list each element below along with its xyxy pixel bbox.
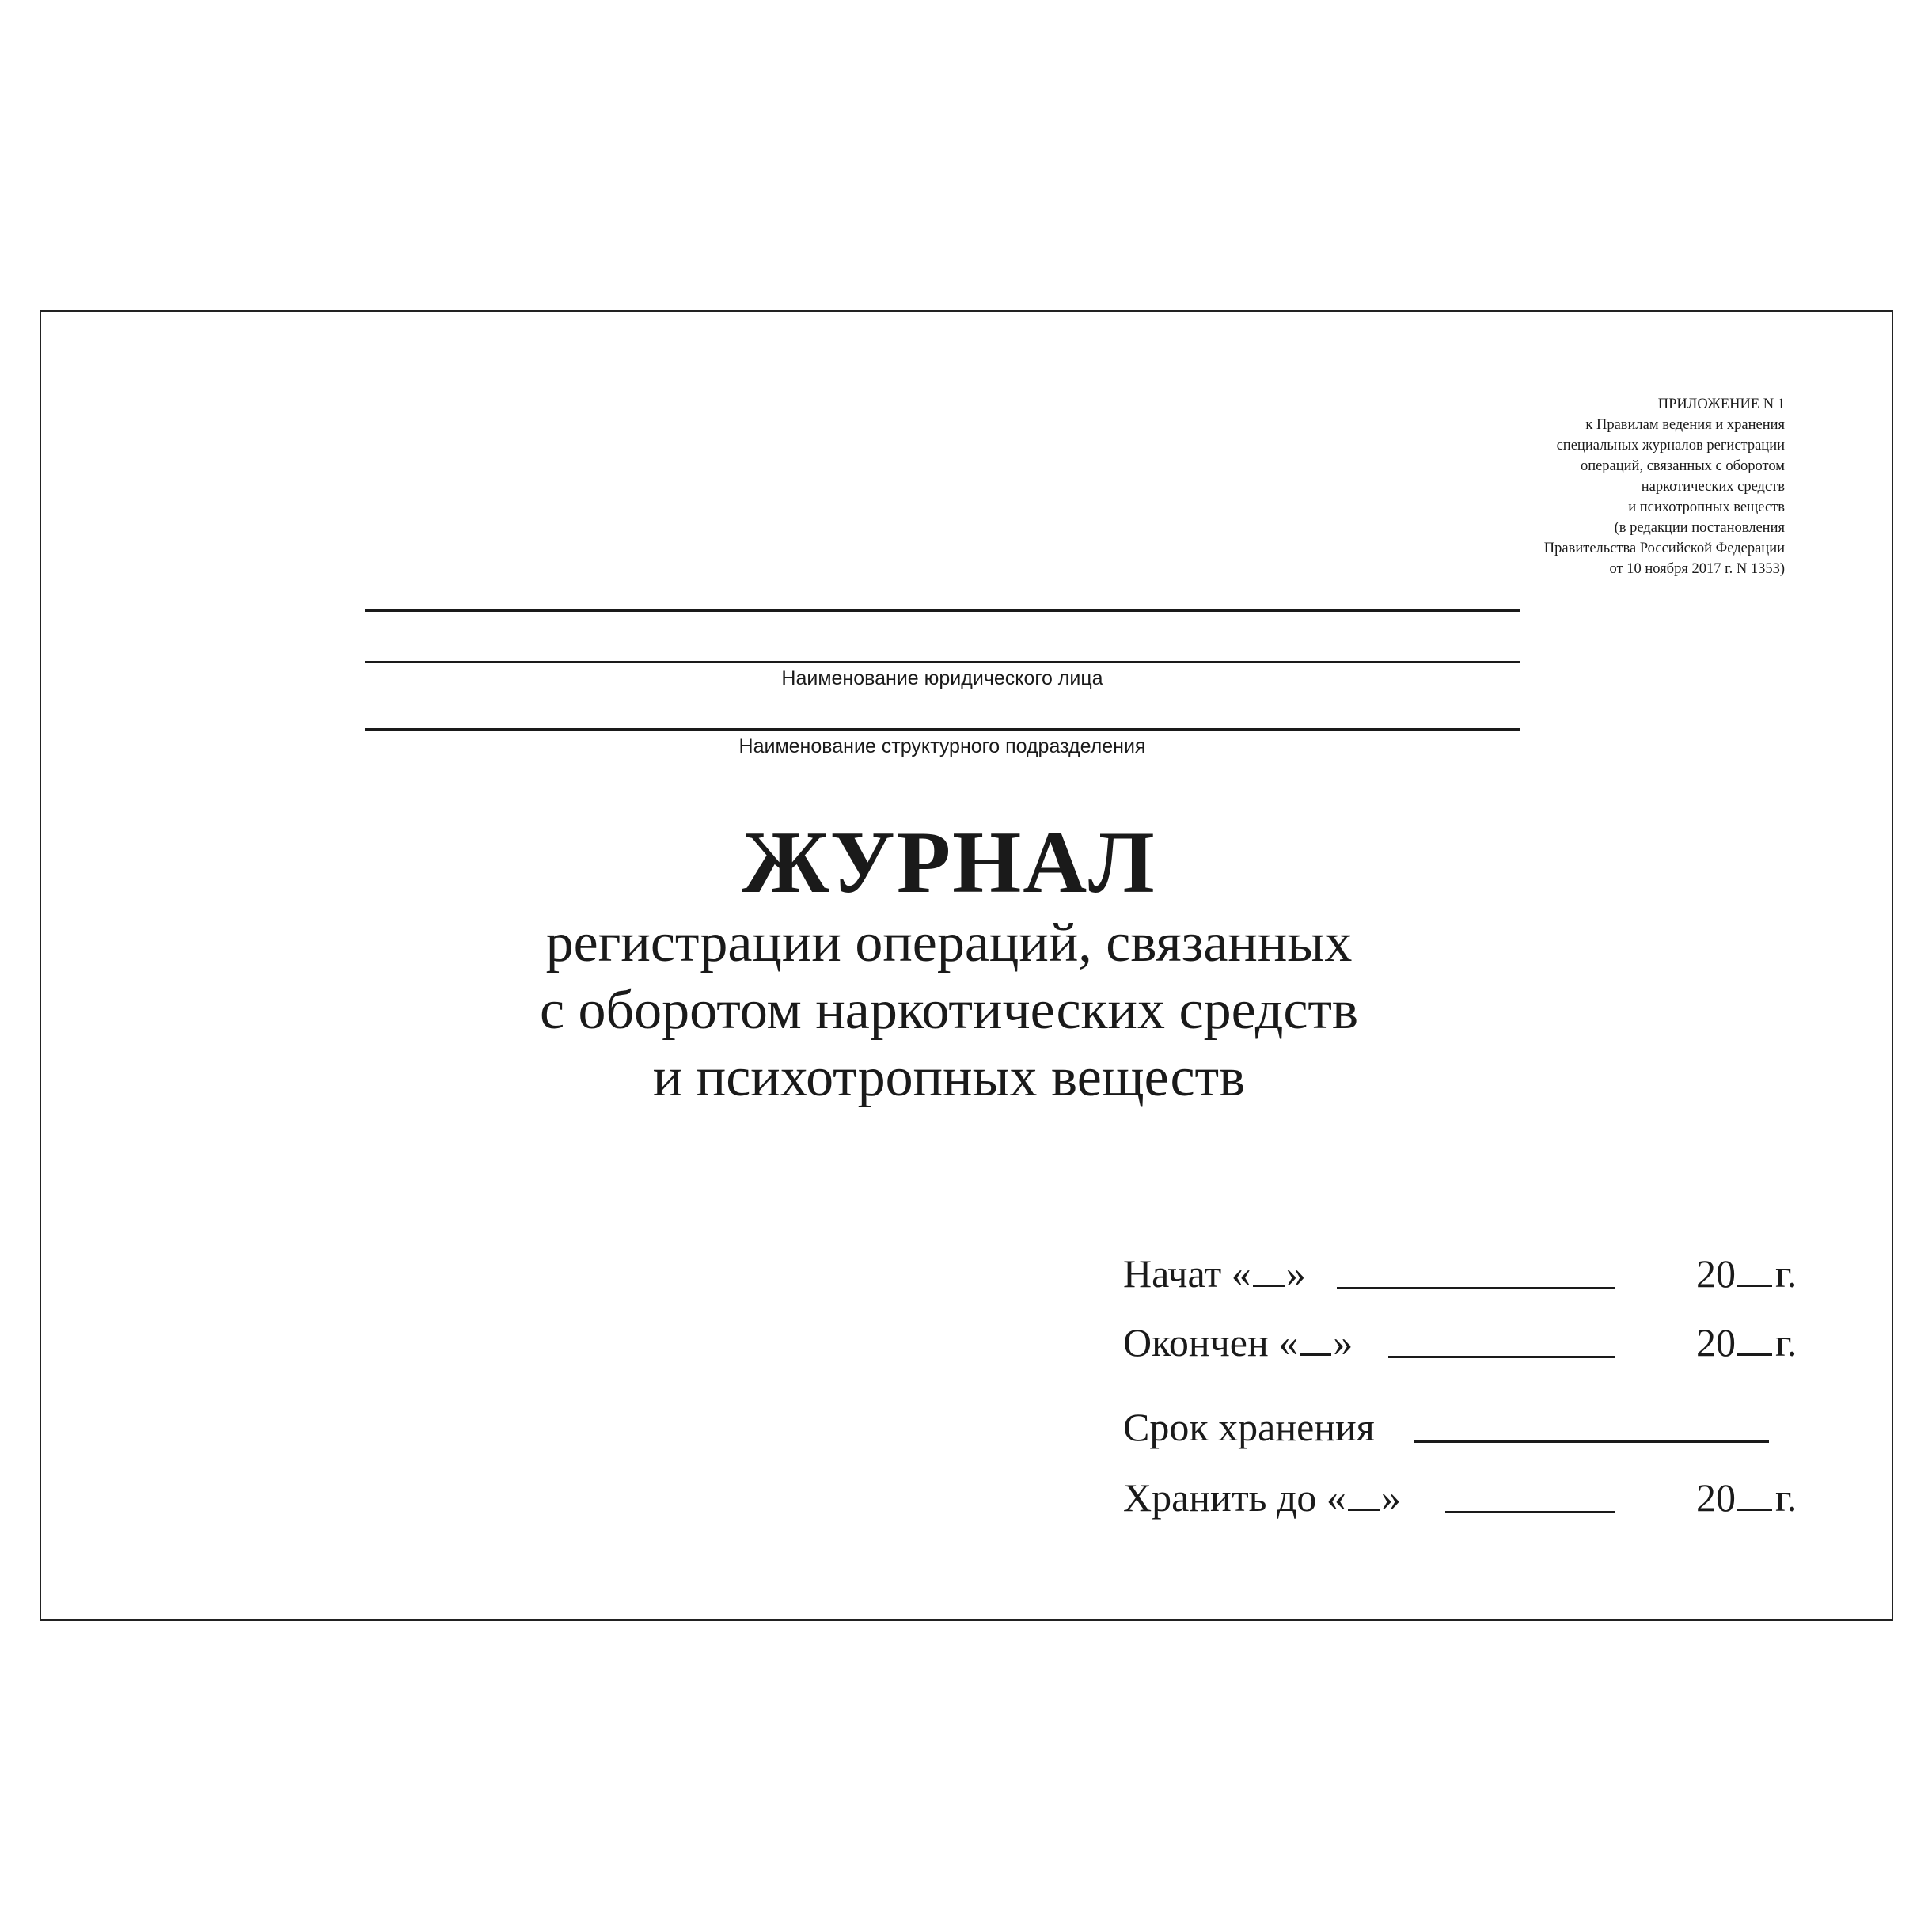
appendix-line: операций, связанных с оборотом <box>1580 458 1785 474</box>
ended-label: Окончен « <box>1123 1320 1299 1365</box>
journal-title: ЖУРНАЛ <box>742 814 1156 912</box>
keep-until-day-blank[interactable] <box>1348 1509 1380 1511</box>
appendix-line: от 10 ноября 2017 г. N 1353) <box>1609 561 1785 577</box>
ended-month-blank[interactable] <box>1388 1356 1615 1358</box>
appendix-line: ПРИЛОЖЕНИЕ N 1 <box>1657 397 1785 412</box>
journal-subtitle-line: и психотропных веществ <box>652 1047 1246 1108</box>
started-quote-close: » <box>1285 1251 1306 1296</box>
legal-entity-caption: Наименование юридического лица <box>781 667 1103 689</box>
storage-period-field <box>1123 1399 1820 1455</box>
storage-period-blank[interactable] <box>1414 1440 1769 1443</box>
started-day-blank[interactable] <box>1253 1285 1285 1287</box>
ended-year-blank[interactable] <box>1737 1353 1772 1356</box>
ended-quote-close: » <box>1333 1320 1353 1365</box>
started-year <box>1696 1246 1797 1301</box>
started-label: Начат « <box>1123 1251 1251 1296</box>
legal-entity-line-top <box>365 609 1520 612</box>
started-year-blank[interactable] <box>1737 1285 1772 1287</box>
keep-until-year-suffix: г. <box>1775 1475 1797 1520</box>
journal-subtitle-line: с оборотом наркотических средств <box>539 980 1359 1041</box>
appendix-line: Правительства Российской Федерации <box>1543 541 1785 556</box>
department-caption: Наименование структурного подразделения <box>738 735 1146 757</box>
ended-date-field <box>1123 1315 1820 1370</box>
journal-subtitle-line: регистрации операций, связанных <box>545 913 1353 974</box>
appendix-line: специальных журналов регистрации <box>1556 438 1785 454</box>
appendix-note <box>1544 394 1785 579</box>
started-year-suffix: г. <box>1775 1251 1797 1296</box>
started-date-field <box>1123 1246 1820 1301</box>
keep-until-year <box>1696 1470 1797 1525</box>
department-line <box>365 728 1520 731</box>
keep-until-quote-close: » <box>1380 1475 1401 1520</box>
ended-year-suffix: г. <box>1775 1320 1797 1365</box>
keep-until-year-blank[interactable] <box>1737 1509 1772 1511</box>
started-month-blank[interactable] <box>1337 1287 1615 1289</box>
appendix-line: и психотропных веществ <box>1628 499 1785 515</box>
keep-until-label: Хранить до « <box>1123 1475 1346 1520</box>
legal-entity-line <box>365 661 1520 663</box>
appendix-line: (в редакции постановления <box>1614 520 1785 536</box>
storage-label: Срок хранения <box>1123 1405 1375 1449</box>
appendix-line: наркотических средств <box>1641 479 1785 495</box>
started-year-prefix: 20 <box>1696 1251 1736 1296</box>
keep-until-field <box>1123 1470 1820 1525</box>
keep-until-month-blank[interactable] <box>1445 1511 1615 1513</box>
ended-year-prefix: 20 <box>1696 1320 1736 1365</box>
keep-until-year-prefix: 20 <box>1696 1475 1736 1520</box>
ended-year <box>1696 1315 1797 1370</box>
ended-day-blank[interactable] <box>1300 1353 1331 1356</box>
appendix-line: к Правилам ведения и хранения <box>1585 417 1785 433</box>
journal-cover <box>40 310 1893 1621</box>
